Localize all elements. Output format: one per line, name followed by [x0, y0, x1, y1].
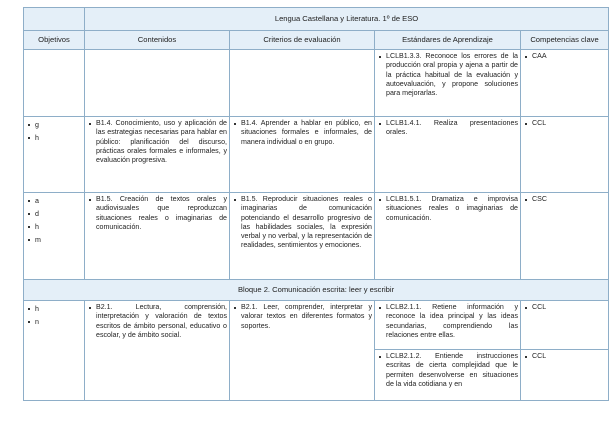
estandares-cell: [375, 50, 521, 117]
objetivo-item: a: [27, 195, 82, 208]
table-row: [24, 193, 609, 280]
table-title: Lengua Castellana y Literatura. 1º de ESO: [85, 8, 609, 31]
competencia-sub-cell: [521, 301, 608, 350]
objetivo-item: m: [27, 234, 82, 247]
block-2-title: Bloque 2. Comunicación escrita: leer y escribir: [24, 280, 609, 301]
contenido-item: B2.1. Lectura, comprensión, interpretación y valoración de textos escritos de ámbito personal, educativo o escolar, y de ámbito social.: [88, 303, 227, 340]
contenidos-cell: [85, 50, 230, 117]
objetivo-item: h: [27, 132, 82, 145]
criterios-cell: [230, 193, 375, 280]
criterios-cell: [230, 50, 375, 117]
header-criterios: Criterios de evaluación: [230, 31, 375, 50]
objetivos-cell: [24, 50, 85, 117]
objetivo-item: h: [27, 303, 82, 316]
contenido-item: B1.5. Creación de textos orales y audiovisuales que reproduzcan situaciones reales o imaginarias de comunicación.: [88, 195, 227, 232]
criterios-cell: [230, 301, 375, 401]
title-blank-cell: [24, 8, 85, 31]
estandares-cell: [375, 193, 521, 280]
header-contenidos: Contenidos: [85, 31, 230, 50]
competencia-item: CCL: [524, 352, 606, 361]
objetivo-item: n: [27, 316, 82, 329]
curriculum-table: [23, 7, 609, 401]
objetivo-item: d: [27, 208, 82, 221]
table-row: [24, 301, 609, 401]
estandar-item: LCLB1.5.1. Dramatiza e improvisa situaciones reales o imaginarias de comunicación.: [378, 195, 518, 223]
competencia-item: CAA: [524, 52, 606, 61]
objetivo-item: h: [27, 221, 82, 234]
competencias-cell: [521, 117, 609, 193]
criterios-cell: [230, 117, 375, 193]
estandar-sub-cell: [375, 301, 520, 350]
competencia-sub-cell: [521, 350, 608, 363]
objetivos-cell: [24, 301, 85, 401]
criterio-item: B1.4. Aprender a hablar en público, en situaciones formales e informales, de manera individual o en grupo.: [233, 119, 372, 147]
contenidos-cell: [85, 193, 230, 280]
estandares-cell: [375, 117, 521, 193]
estandar-item: LCLB2.1.1. Retiene información y reconoce la idea principal y las ideas secundarias, comprendiendo las relaciones entre ellas.: [378, 303, 518, 340]
header-estandares: Estándares de Aprendizaje: [375, 31, 521, 50]
competencia-item: CCL: [524, 303, 606, 312]
objetivos-cell: [24, 193, 85, 280]
objetivos-cell: [24, 117, 85, 193]
competencias-cell: [521, 301, 609, 401]
table-row: [24, 50, 609, 117]
competencias-cell: [521, 193, 609, 280]
competencia-item: CSC: [524, 195, 606, 204]
contenidos-cell: [85, 117, 230, 193]
table-title-row: [24, 8, 609, 31]
header-objetivos: Objetivos: [24, 31, 85, 50]
competencia-item: CCL: [524, 119, 606, 128]
contenido-item: B1.4. Conocimiento, uso y aplicación de las estrategias necesarias para hablar en público: planificación del discurso, prácticas orales formales e informales, y evaluación progresiva.: [88, 119, 227, 165]
estandares-cell: [375, 301, 521, 401]
estandar-item: LCLB1.3.3. Reconoce los errores de la producción oral propia y ajena a partir de la práctica habitual de la evaluación y autoevaluación, y propone soluciones para mejorarlas.: [378, 52, 518, 98]
contenidos-cell: [85, 301, 230, 401]
block-header-row: [24, 280, 609, 301]
header-competencias: Competencias clave: [521, 31, 609, 50]
estandar-item: LCLB1.4.1. Realiza presentaciones orales.: [378, 119, 518, 138]
objetivo-item: g: [27, 119, 82, 132]
criterio-item: B2.1. Leer, comprender, interpretar y valorar textos en diferentes formatos y soportes.: [233, 303, 372, 331]
table-row: [24, 117, 609, 193]
criterio-item: B1.5. Reproducir situaciones reales o imaginarias de comunicación potenciando el desarrollo progresivo de las habilidades sociales, la expresión verbal y no verbal, y la representación de realidades, sentimientos y emociones.: [233, 195, 372, 251]
competencias-cell: [521, 50, 609, 117]
column-header-row: [24, 31, 609, 50]
estandar-sub-cell: [375, 350, 520, 391]
estandar-item: LCLB2.1.2. Entiende instrucciones escritas de cierta complejidad que le permiten desenvolverse en situaciones de la vida cotidiana y en: [378, 352, 518, 389]
